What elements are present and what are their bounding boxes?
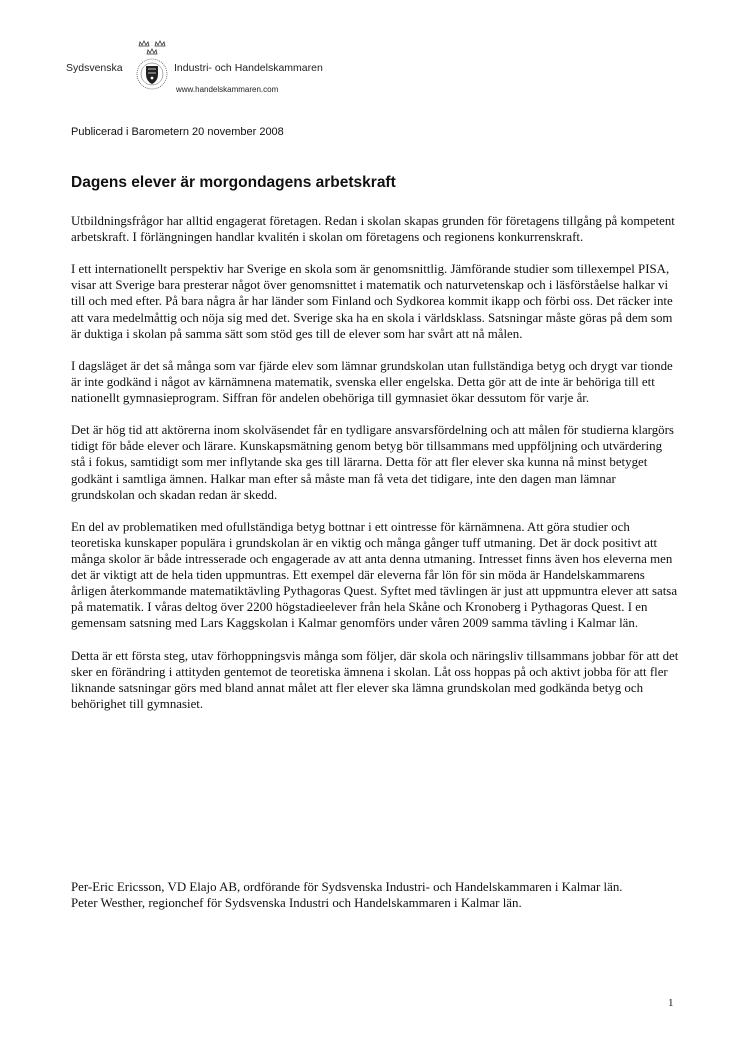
- letterhead-left-text: Sydsvenska: [66, 62, 123, 74]
- letterhead-website: www.handelskammaren.com: [176, 85, 279, 94]
- page-number: 1: [668, 997, 674, 1009]
- chamber-crest-logo: [133, 38, 171, 96]
- paragraph: I dagsläget är det så många som var fjärde elev som lämnar grundskolan utan fullständiga betyg och drygt var tionde är inte godkänd i något av kärnämnena matematik, svenska eller engelska. Detta gör att de inte är behöriga till ett nationellt gymnasieprogram. Siffran för andelen obehöriga till gymnasiet ökar dessutom för varje år.: [71, 358, 673, 406]
- letterhead-right-text: Industri- och Handelskammaren: [174, 62, 323, 74]
- paragraph: Utbildningsfrågor har alltid engagerat företagen. Redan i skolan skapas grunden för företagens tillgång på kompetent arbetskraft. I förlängningen handlar kvalitén i skolan om företagens och regionens konkurrenskraft.: [71, 214, 675, 245]
- paragraph: I ett internationellt perspektiv har Sverige en skola som är genomsnittlig. Jämförande studier som tillexempel PISA, visar att Sverige bara presterar något över genomsnittet i matematik och naturvetenskap och i läsförståelse halkar vi till och med efter. På bara några år har länder som Finland och Sydkorea kommit ikapp och förbi oss. Det räcker inte att vara medelmåttig och nöja sig med det. Sverige ska ha en skola i världsklass. Satsningar måste göras på dem som är duktiga i skolan på samma sätt som stöd ges till de elever som har svårt att nå målen.: [71, 262, 673, 341]
- signatures: [71, 879, 679, 911]
- publication-note: Publicerad i Barometern 20 november 2008: [71, 126, 284, 138]
- article-title: Dagens elever är morgondagens arbetskraft: [71, 174, 396, 191]
- paragraph: En del av problematiken med ofullständiga betyg bottnar i ett ointresse för kärnämnena. Att göra studier och teoretiska kunskaper populära i grundskolan är en viktig och många gånger tuff utmaning. Det är dock positivt att många skolor är både intresserade och engagerade av att anta denna utmaning. Intresset finns även hos eleverna men det är viktigt att de hela tiden uppmuntras. Ett exempel där eleverna får lön för sin möda är Handelskammarens årligen återkommande matematiktävling Pythagoras Quest. Syftet med tävlingen är just att uppmuntra elever att satsa på matematik. I våras deltog över 2200 högstadieelever från hela Skåne och Kronoberg i Pythagoras Quest. I en gemensam satsning med Lars Kaggskolan i Kalmar genomförs under våren 2009 samma tävling i Kalmar län.: [71, 519, 678, 631]
- letterhead: [66, 38, 366, 100]
- article-body: [71, 213, 679, 728]
- signature-line: Peter Westher, regionchef för Sydsvenska Industri och Handelskammaren i Kalmar län.: [71, 896, 522, 911]
- signature-line: Per-Eric Ericsson, VD Elajo AB, ordförande för Sydsvenska Industri- och Handelskammaren i Kalmar län.: [71, 880, 623, 894]
- paragraph: Det är hög tid att aktörerna inom skolväsendet får en tydligare ansvarsfördelning och att målen för studierna klargörs tidigt för både elever och lärare. Kunskapsmätning genom betyg bör tillsammans med uppföljning och utvärdering stå i fokus, samtidigt som mer inflytande ska ges till lärarna. Detta för att fler elever ska kunna nå minst betyget godkänt i samtliga ämnen. Halkar man efter så måste man få veta det tidigare, inte den dagen man lämnar grundskolan och skadan redan är skedd.: [71, 423, 674, 502]
- paragraph: Detta är ett första steg, utav förhoppningsvis många som följer, där skola och näringsliv tillsammans jobbar för att det sker en förändring i attityden gentemot de teoretiska ämnena i skolan. Låt oss hoppas på och aktivt jobba för att fler liknande satsningar görs med bland annat målet att fler elever ska lämna grundskolan med godkända betyg och behörighet till gymnasiet.: [71, 648, 679, 711]
